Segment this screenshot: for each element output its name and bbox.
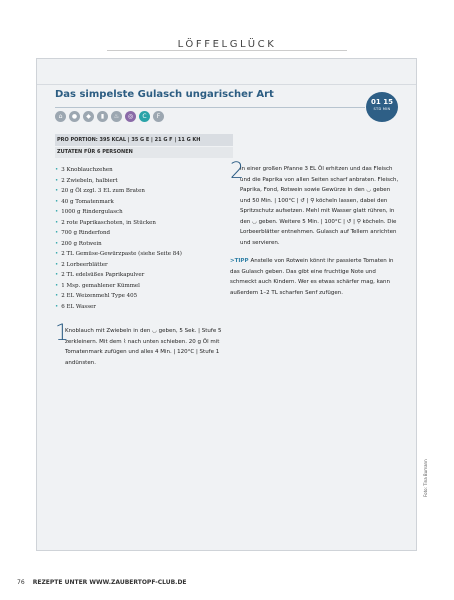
ingredient-text: 2 Zwiebeln, halbiert	[61, 177, 118, 184]
time-badge	[366, 92, 398, 122]
ingredient-item	[55, 270, 240, 281]
bullet-icon: •	[55, 293, 59, 299]
ingredient-item	[55, 302, 240, 313]
step-text: In einer großen Pfanne 3 EL Öl erhitzen und das Fleisch und die Paprika von allen Seiten scharf anbraten. Fleisch, Paprika, Fond, Rotwein sowie Gewürze in den ◡ geben und 50 Min. | 100°C | ↺ | ⚲ köcheln lassen, dabei den Spritzschutz aufsetzen. Mehl mit Wasser glatt rühren, in den ◡ geben. Weitere 5 Min. | 100°C | ↺ | ⚲ köcheln. Die Lorbeerblätter entnehmen. Gulasch auf Tellern anrichten und servieren.	[240, 166, 399, 246]
tip-text: Anstelle von Rotwein könnt ihr passierte Tomaten in das Gulasch geben. Das gibt eine fruchtige Note und schmeckt auch Kindern. Wer es etwas schärfer mag, kann außerdem 1–2 TL scharfen Senf zufügen.	[230, 258, 394, 296]
bullet-icon: •	[55, 167, 59, 173]
ingredient-list	[55, 165, 240, 312]
page-footer	[17, 579, 187, 586]
meat-icon: ◆	[83, 111, 94, 122]
drop-icon: ●	[69, 111, 80, 122]
servings-info: ZUTATEN FÜR 6 PERSONEN	[55, 147, 233, 158]
ingredient-text: 40 g Tomatenmark	[61, 198, 114, 205]
ingredient-text: 2 TL edelsüßes Paprikapulver	[61, 272, 145, 278]
ingredient-text: 2 rote Paprikaschoten, in Stücken	[61, 219, 156, 226]
ingredient-item	[55, 228, 240, 239]
ingredient-text: 6 EL Wasser	[61, 303, 96, 310]
bullet-icon: •	[55, 303, 59, 310]
bottle-icon: ▮	[97, 111, 108, 122]
footer-link[interactable]: REZEPTE UNTER WWW.ZAUBERTOPF-CLUB.DE	[32, 579, 187, 586]
section-title: LÖFFELGLÜCK	[177, 39, 277, 50]
bullet-icon: •	[55, 240, 59, 247]
ingredient-item	[55, 176, 240, 187]
ingredient-text: 2 TL Gemüse-Gewürzpaste (siehe Seite 84)	[61, 251, 182, 257]
step-2	[230, 159, 402, 248]
tip-label: >TIPP	[230, 258, 249, 264]
bullet-icon: •	[55, 177, 59, 184]
fat-icon: F	[153, 111, 164, 122]
ingredient-item	[55, 165, 240, 176]
ingredient-text: 20 g Öl zzgl. 3 EL zum Braten	[61, 188, 145, 194]
tm-icon: ⌂	[55, 111, 66, 122]
header-divider	[107, 50, 347, 51]
bullet-icon: •	[55, 188, 59, 194]
recipe-icons	[55, 111, 164, 122]
ingredient-item	[55, 218, 240, 229]
nutrition-info: PRO PORTION: 395 KCAL | 35 G E | 21 G F | 11 G KH	[55, 134, 233, 146]
bullet-icon: •	[55, 282, 59, 289]
wine-icon: ♨	[111, 111, 122, 122]
ingredient-text: 1 Msp. gemahlener Kümmel	[61, 282, 140, 289]
ingredient-text: 2 EL Weizenmehl Type 405	[61, 293, 138, 299]
time-units: STD MIN	[373, 107, 391, 111]
pot-icon: ◎	[125, 111, 136, 122]
ingredient-item	[55, 186, 240, 197]
ingredient-item	[55, 260, 240, 271]
ingredient-item	[55, 197, 240, 208]
bullet-icon: •	[55, 219, 59, 226]
step-number: 1	[55, 321, 69, 346]
card-divider	[37, 84, 416, 85]
ingredient-item	[55, 239, 240, 250]
ingredient-text: 3 Knoblauchzehen	[61, 167, 113, 173]
bullet-icon: •	[55, 230, 59, 236]
bullet-icon: •	[55, 251, 59, 257]
ingredient-text: 2 Lorbeerblätter	[61, 261, 108, 268]
ingredient-item	[55, 291, 240, 302]
ingredient-text: 1000 g Rindergulasch	[61, 209, 123, 215]
step-1	[55, 321, 235, 368]
step-text: Knoblauch mit Zwiebeln in den ◡ geben, 5 Sek. | Stufe 5 zerkleinern. Mit dem ⌇ nach unten schieben. 20 g Öl mit Tomatenmark zufügen und alles 4 Min. | 120°C | Stufe 1 andünsten.	[65, 328, 222, 366]
bullet-icon: •	[55, 209, 59, 215]
photo-credit: Foto: Tina Bumann	[423, 459, 428, 497]
page-number: 76	[17, 579, 25, 586]
ingredient-text: 200 g Rotwein	[61, 240, 102, 247]
title-divider	[55, 107, 365, 108]
recipe-card	[36, 58, 417, 551]
ingredient-item	[55, 207, 240, 218]
bullet-icon: •	[55, 198, 59, 205]
ingredient-item	[55, 249, 240, 260]
recipe-title: Das simpelste Gulasch ungarischer Art	[55, 89, 274, 100]
step-number: 2	[230, 159, 244, 184]
ingredient-text: 700 g Rinderfond	[61, 230, 111, 236]
time-value: 01 15	[371, 98, 393, 106]
bullet-icon: •	[55, 272, 59, 278]
carb-icon: C	[139, 111, 150, 122]
tip-box	[230, 256, 402, 298]
bullet-icon: •	[55, 261, 59, 268]
ingredient-item	[55, 281, 240, 292]
